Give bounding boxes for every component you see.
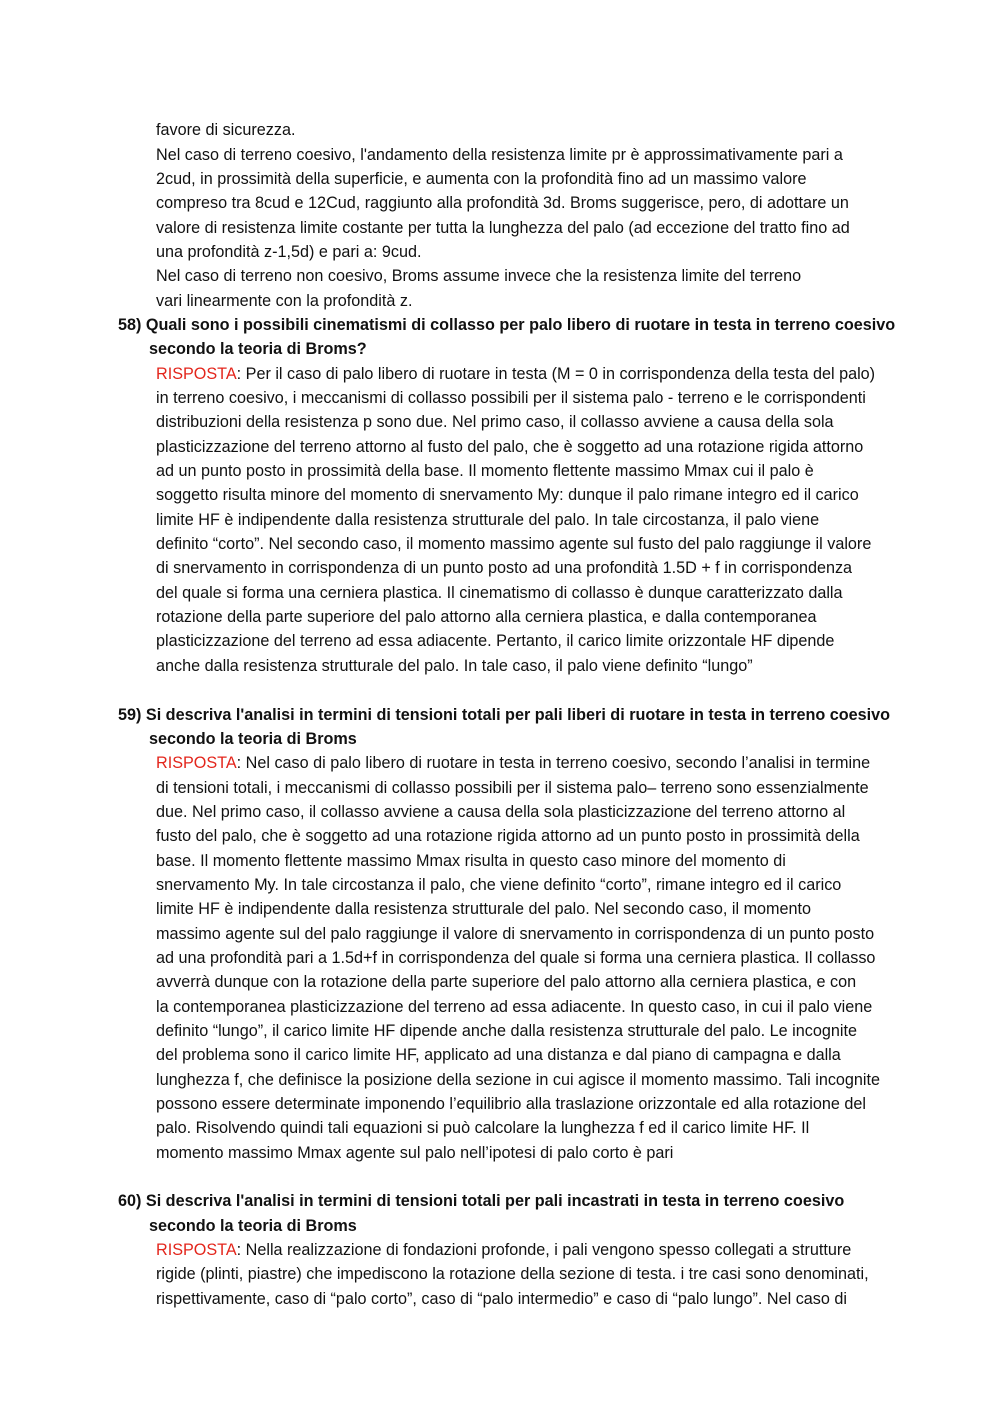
answer-label: RISPOSTA [156,365,237,383]
answer-59-line: palo. Risolvendo quindi tali equazioni si può calcolare la lunghezza f ed il carico limite HF. Il [156,1119,810,1137]
answer-58-line: limite HF è indipendente dalla resistenza strutturale del palo. In tale circostanza, il palo viene [156,511,820,529]
answer-59-line: limite HF è indipendente dalla resistenza strutturale del palo. Nel secondo caso, il momento [156,900,812,918]
answer-58-line: di snervamento in corrispondenza di un punto posto ad una profondità 1.5D + f in corrispondenza [156,559,853,577]
answer-59-line: di tensioni totali, i meccanismi di collasso possibili per il sistema palo– terreno sono essenzialmente [156,779,869,797]
answer-59-line: due. Nel primo caso, il collasso avviene a causa della sola plasticizzazione del terreno attorno al [156,803,846,821]
answer-58-first-line [156,362,875,386]
answer-59-line: snervamento My. In tale circostanza il palo, che viene definito “corto”, rimane integro ed il carico [156,876,842,894]
answer-59-line: base. Il momento flettente massimo Mmax risulta in questo caso minore del momento di [156,852,786,870]
answer-59-line: lunghezza f, che definisce la posizione della sezione in cui agisce il momento massimo. Tali incognite [156,1071,881,1089]
answer-label: RISPOSTA [156,1241,237,1259]
intro-line: Nel caso di terreno non coesivo, Broms assume invece che la resistenza limite del terreno [156,267,802,285]
question-60-title-cont: secondo la teoria di Broms [149,1217,357,1235]
answer-text: : Nel caso di palo libero di ruotare in testa in terreno coesivo, secondo l’analisi in termine [236,754,871,772]
answer-58-line: distribuzioni della resistenza p sono due. Nel primo caso, il collasso avviene a causa della sola [156,413,834,431]
answer-59-line: momento massimo Mmax agente sul palo nell’ipotesi di palo corto è pari [156,1144,674,1162]
answer-label: RISPOSTA [156,754,237,772]
answer-text: : Nella realizzazione di fondazioni profonde, i pali vengono spesso collegati a strutture [236,1241,852,1259]
answer-59-line: del problema sono il carico limite HF, applicato ad una distanza e dal piano di campagna e dalla [156,1046,841,1064]
answer-58-line: ad un punto posto in prossimità della base. Il momento flettente massimo Mmax cui il palo è [156,462,814,480]
question-60-title: 60) Si descriva l'analisi in termini di tensioni totali per pali incastrati in testa in terreno coesivo [118,1192,845,1210]
intro-line: favore di sicurezza. [156,121,296,139]
answer-58-line: anche dalla resistenza strutturale del palo. In tale caso, il palo viene definito “lungo” [156,657,753,675]
answer-59-line: la contemporanea plasticizzazione del terreno ad essa adiacente. In questo caso, in cui il palo viene [156,998,873,1016]
answer-59-line: ad una profondità pari a 1.5d+f in corrispondenza del quale si forma una cerniera plastica. Il collasso [156,949,876,967]
question-58-title-cont: secondo la teoria di Broms? [149,340,367,358]
answer-59-line: massimo agente sul del palo raggiunge il valore di snervamento in corrispondenza di un punto posto [156,925,875,943]
intro-line: vari linearmente con la profondità z. [156,292,413,310]
answer-60-line: rispettivamente, caso di “palo corto”, caso di “palo intermedio” e caso di “palo lungo”. Nel caso di [156,1290,848,1308]
intro-line: 2cud, in prossimità della superficie, e aumenta con la profondità fino ad un massimo valore [156,170,807,188]
answer-59-line: possono essere determinate imponendo l’equilibrio alla traslazione orizzontale ed alla rotazione del [156,1095,866,1113]
intro-line: Nel caso di terreno coesivo, l'andamento della resistenza limite pr è approssimativamente pari a [156,146,843,164]
intro-line: una profondità z-1,5d) e pari a: 9cud. [156,243,422,261]
answer-text: : Per il caso di palo libero di ruotare in testa (M = 0 in corrispondenza della testa del palo) [236,365,876,383]
answer-59-line: definito “lungo”, il carico limite HF dipende anche dalla resistenza strutturale del palo. Le incognite [156,1022,857,1040]
answer-58-line: definito “corto”. Nel secondo caso, il momento massimo agente sul fusto del palo raggiunge il valore [156,535,872,553]
answer-59-first-line [156,751,870,775]
answer-58-line: rotazione della parte superiore del palo attorno alla cerniera plastica, e dalla contemporanea [156,608,817,626]
question-59-title: 59) Si descriva l'analisi in termini di tensioni totali per pali liberi di ruotare in testa in terreno coesivo [118,706,891,724]
answer-59-line: fusto del palo, che è soggetto ad una rotazione rigida attorno ad un punto posto in prossimità della [156,827,860,845]
answer-60-first-line [156,1238,851,1262]
answer-58-line: soggetto risulta minore del momento di snervamento My: dunque il palo rimane integro ed il carico [156,486,859,504]
intro-line: compreso tra 8cud e 12Cud, raggiunto alla profondità 3d. Broms suggerisce, pero, di adottare un [156,194,849,212]
answer-58-line: del quale si forma una cerniera plastica. Il cinematismo di collasso è dunque caratterizzato dalla [156,584,843,602]
answer-58-line: plasticizzazione del terreno ad essa adiacente. Pertanto, il carico limite orizzontale HF dipende [156,632,835,650]
question-59-title-cont: secondo la teoria di Broms [149,730,357,748]
intro-line: valore di resistenza limite costante per tutta la lunghezza del palo (ad eccezione del tratto fino ad [156,219,850,237]
answer-58-line: plasticizzazione del terreno attorno al fusto del palo, che è soggetto ad una rotazione rigida attorno [156,438,864,456]
answer-59-line: avverrà dunque con la rotazione della parte superiore del palo attorno alla cerniera plastica, e con [156,973,857,991]
answer-58-line: in terreno coesivo, i meccanismi di collasso possibili per il sistema palo - terreno e le corrispondenti [156,389,866,407]
question-58-title: 58) Quali sono i possibili cinematismi di collasso per palo libero di ruotare in testa in terreno coesivo [118,316,896,334]
answer-60-line: rigide (plinti, piastre) che impediscono la rotazione della sezione di testa. i tre casi sono denominati, [156,1265,869,1283]
